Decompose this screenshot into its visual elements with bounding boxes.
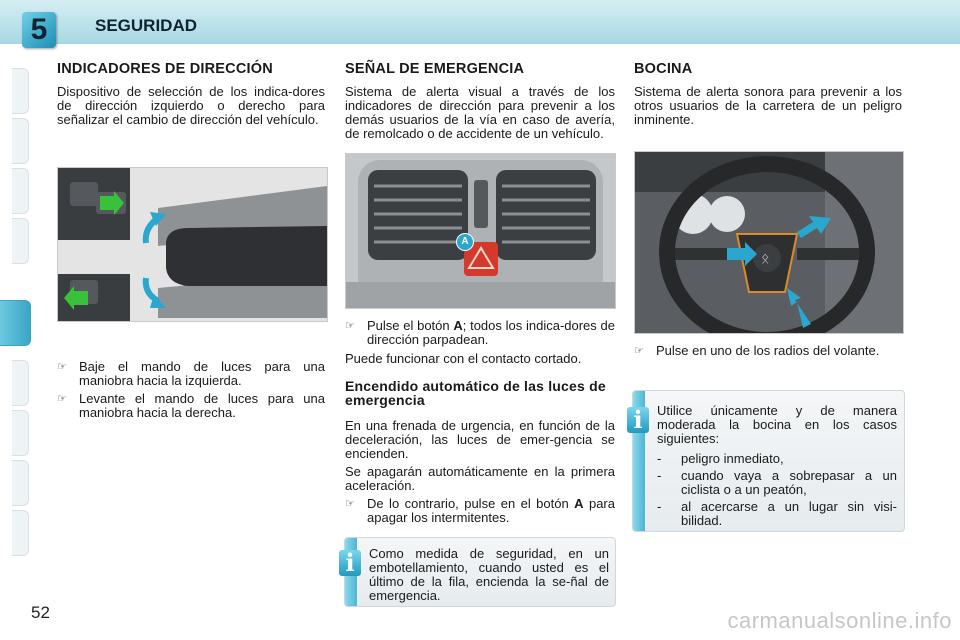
info-icon: i (339, 550, 361, 576)
list-item: ☞ Levante el mando de luces para una maniobra hacia la derecha. (57, 391, 325, 420)
list-item: ☞ De lo contrario, pulse en el botón A para apagar los intermitentes. (345, 496, 615, 525)
column-turn-signals (57, 62, 325, 127)
info-box-hazard (344, 537, 616, 607)
subsection-heading: Encendido automático de las luces de emergencia (345, 378, 606, 408)
steering-wheel-photo (634, 151, 904, 334)
chapter-tab[interactable] (12, 168, 29, 214)
section-body: Sistema de alerta visual a través de los indicadores de dirección para prevenir a los demás usuarios de la vía en caso de avería, de remolcado o de accidente de un vehículo. (345, 84, 615, 141)
column-horn (634, 62, 902, 127)
turn-signal-instructions (57, 360, 325, 420)
section-body: Se apagarán automáticamente en la primera aceleración. (345, 464, 615, 493)
turn-signal-stalk-photo (57, 167, 328, 322)
section-body: Sistema de alerta sonora para prevenir a los otros usuarios de la carretera de un peligro inminente. (634, 84, 902, 127)
chapter-tab[interactable] (12, 118, 29, 164)
list-item: - al acercarse a un lugar sin visi-bilidad. (657, 499, 897, 528)
info-text: Utilice únicamente y de manera moderada la bocina en los casos siguientes: (657, 403, 897, 446)
pointing-hand-icon: ☞ (345, 498, 355, 510)
chapter-tab-active[interactable] (0, 300, 31, 346)
hazard-button-photo (345, 153, 616, 309)
info-content (657, 404, 897, 528)
page-number: 52 (31, 603, 50, 622)
chapter-tab[interactable] (12, 510, 29, 556)
list-item: - cuando vaya a sobrepasar a un ciclista o a un peatón, (657, 468, 897, 497)
chapter-title: SEGURIDAD (95, 16, 198, 35)
chapter-tab[interactable] (12, 460, 29, 506)
section-body: Dispositivo de selección de los indica-dores de dirección izquierdo o derecho para señalizar el cambio de dirección del vehículo. (57, 84, 325, 127)
pointing-hand-icon: ☞ (57, 361, 67, 373)
chapter-tab[interactable] (12, 218, 29, 264)
section-body: En una frenada de urgencia, en función de la deceleración, las luces de emer-gencia se encienden. (345, 418, 615, 461)
horn-instructions (634, 344, 902, 358)
chapter-tabs (0, 60, 34, 580)
info-box-horn (632, 390, 905, 532)
dashboard-vents-illustration (346, 154, 615, 308)
note-text: Puede funcionar con el contacto cortado. (345, 351, 582, 366)
list-item: ☞ Baje el mando de luces para una maniobra hacia la izquierda. (57, 359, 325, 388)
chapter-tab[interactable] (12, 68, 29, 114)
svg-text:ᛟ: ᛟ (761, 251, 770, 267)
info-text: Como medida de seguridad, en un embotellamiento, cuando usted es el último de la fila, encienda la se-ñal de emergencia. (369, 546, 609, 603)
stalk-illustration (58, 168, 327, 321)
list-item: - peligro inmediato, (657, 451, 784, 466)
pointing-hand-icon: ☞ (345, 320, 355, 332)
section-heading: INDICADORES DE DIRECCIÓN (57, 61, 273, 77)
chapter-tab[interactable] (12, 410, 29, 456)
pointing-hand-icon: ☞ (634, 345, 644, 357)
callout-a: A (456, 233, 474, 251)
pointing-hand-icon: ☞ (57, 393, 67, 405)
info-icon: i (627, 407, 649, 433)
list-item: ☞ Pulse el botón A; todos los indica-dores de dirección parpadean. (345, 318, 615, 347)
column-hazard-lights (345, 62, 615, 141)
list-item: ☞ Pulse en uno de los radios del volante. (634, 343, 880, 358)
section-heading: BOCINA (634, 61, 693, 77)
chapter-tab[interactable] (12, 360, 29, 406)
section-heading: SEÑAL DE EMERGENCIA (345, 61, 525, 77)
steering-wheel-illustration (635, 152, 903, 333)
hazard-instructions (345, 319, 615, 525)
watermark: carmanualsonline.info (727, 608, 952, 633)
chapter-badge: 5 (22, 12, 56, 48)
